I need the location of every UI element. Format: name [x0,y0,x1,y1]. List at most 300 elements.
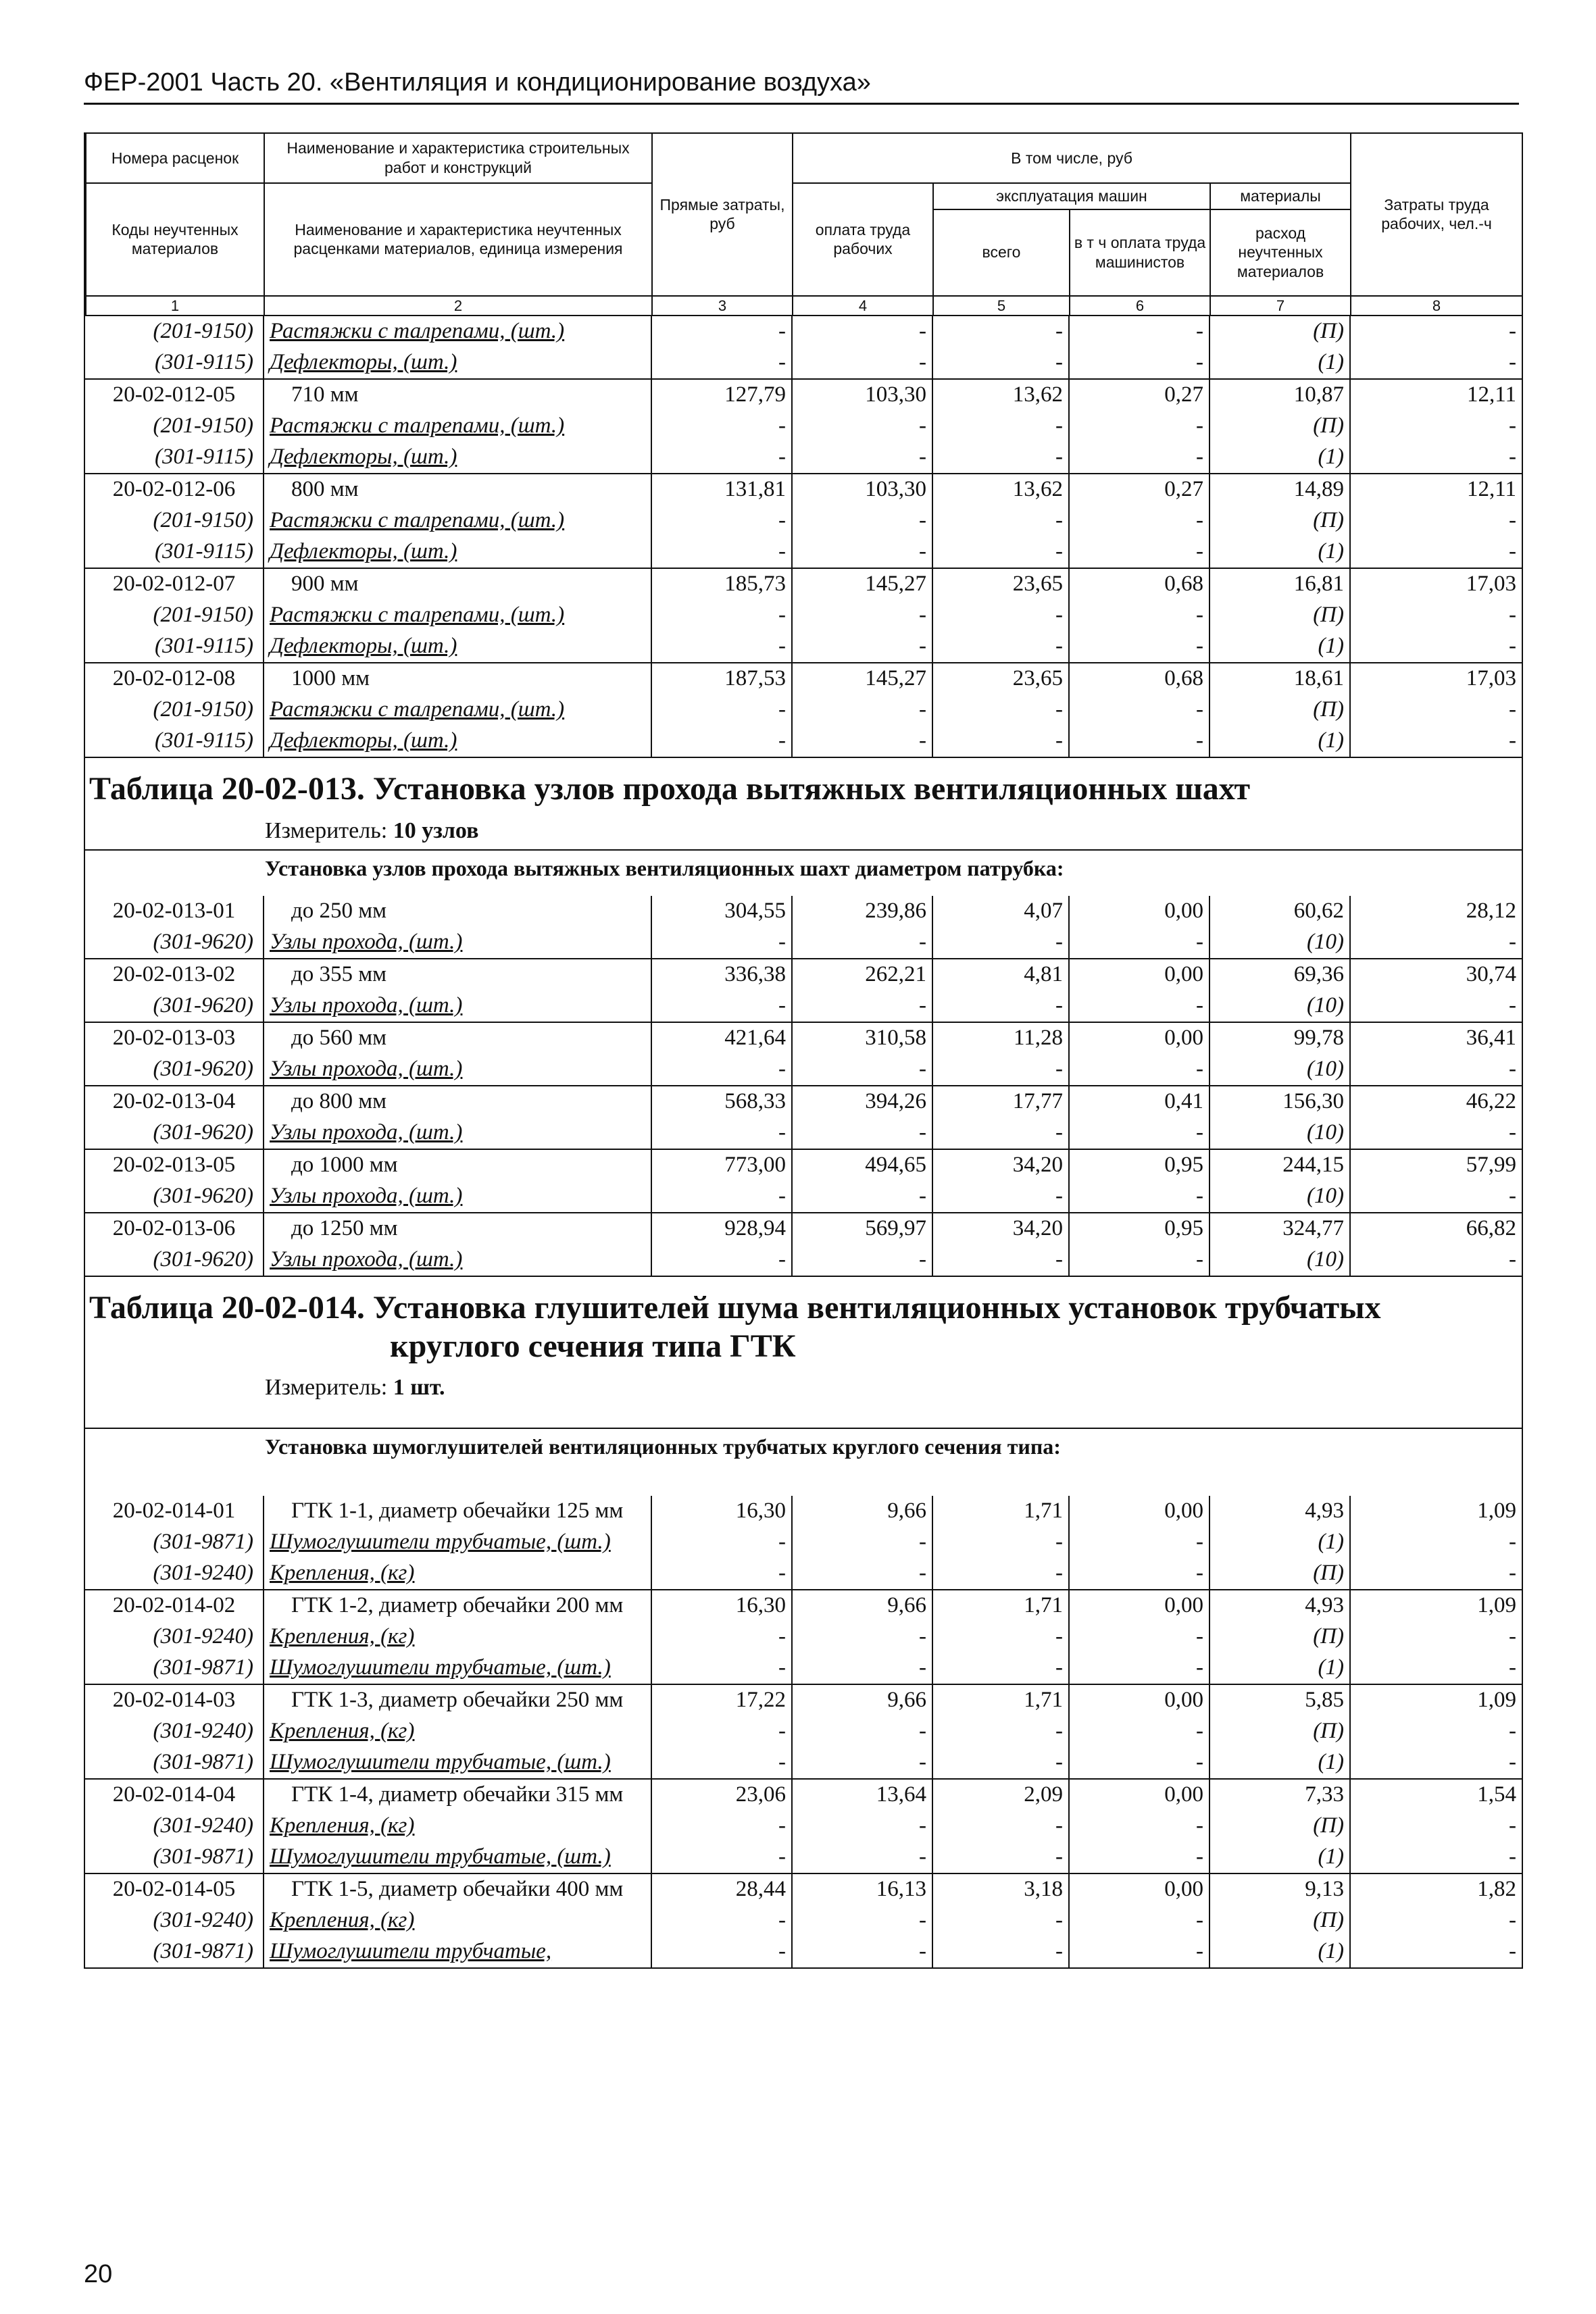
cell-labor-hours: - [1350,1054,1522,1086]
cell-machinist-pay: - [1069,1117,1210,1149]
cell-name: ГТК 1-4, диаметр обечайки 315 мм [264,1779,651,1811]
table-row [85,896,1522,927]
measure-label: Измеритель: [265,1375,388,1401]
cell-labor-hours: 1,82 [1350,1873,1522,1905]
cell-machine-cost: - [932,411,1069,442]
cell-labor-pay: - [792,631,932,663]
cell-labor-pay: 494,65 [792,1149,932,1181]
cell-name: Растяжки с талрепами, (шт.) [264,505,651,536]
table-row [85,1213,1522,1244]
cell-materials: 99,78 [1210,1022,1350,1054]
cell-direct-cost: 127,79 [651,379,792,411]
cell-direct-cost: - [651,990,792,1022]
column-number: 2 [264,296,652,316]
cell-materials: (П) [1210,1558,1350,1590]
cell-code: 20-02-012-08 [85,663,264,695]
cell-labor-hours: - [1350,1905,1522,1936]
cell-code: 20-02-013-04 [85,1086,264,1117]
cell-labor-hours: 1,09 [1350,1590,1522,1621]
cell-machinist-pay: 0,95 [1069,1213,1210,1244]
cell-labor-pay: - [792,1842,932,1873]
cell-machinist-pay: - [1069,442,1210,474]
header-vtch: в т ч оплата труда машинистов [1070,209,1210,296]
cell-materials: (П) [1210,411,1350,442]
cell-labor-hours: 66,82 [1350,1213,1522,1244]
table-row [85,1873,1522,1905]
cell-labor-pay: 103,30 [792,379,932,411]
cell-direct-cost: 568,33 [651,1086,792,1117]
cell-labor-pay: - [792,1811,932,1842]
measure-value: 1 шт. [393,1375,445,1401]
cell-machine-cost: 13,62 [932,474,1069,505]
table-row [85,1181,1522,1213]
cell-materials: 18,61 [1210,663,1350,695]
cell-machine-cost: 4,81 [932,959,1069,990]
cell-code: 20-02-014-03 [85,1684,264,1716]
cell-name: Крепления, (кг) [264,1716,651,1747]
cell-labor-pay: - [792,536,932,568]
cell-machinist-pay: - [1069,316,1210,347]
cell-materials: 60,62 [1210,896,1350,927]
table-row [85,726,1522,757]
cell-name: 1000 мм [264,663,651,695]
table-row [85,1054,1522,1086]
cell-name: Узлы прохода, (шт.) [264,927,651,959]
cell-name: Дефлекторы, (шт.) [264,536,651,568]
cell-direct-cost: - [651,1054,792,1086]
cell-machinist-pay: 0,27 [1069,379,1210,411]
cell-labor-hours: - [1350,1181,1522,1213]
cell-labor-hours: 17,03 [1350,663,1522,695]
cell-direct-cost: - [651,1117,792,1149]
cell-machinist-pay: - [1069,1054,1210,1086]
cell-direct-cost: 928,94 [651,1213,792,1244]
cell-labor-pay: - [792,1054,932,1086]
table-row [85,990,1522,1022]
cell-labor-pay: - [792,1181,932,1213]
cell-machinist-pay: 0,68 [1069,663,1210,695]
cell-direct-cost: - [651,411,792,442]
cell-labor-pay: 145,27 [792,663,932,695]
cell-labor-pay: 16,13 [792,1873,932,1905]
cell-labor-hours: - [1350,631,1522,663]
cell-machine-cost: 11,28 [932,1022,1069,1054]
cell-labor-pay: 310,58 [792,1022,932,1054]
cell-direct-cost: - [651,1936,792,1967]
cell-materials: 69,36 [1210,959,1350,990]
cell-name: Узлы прохода, (шт.) [264,1244,651,1276]
table-row [85,474,1522,505]
cell-machinist-pay: 0,00 [1069,1684,1210,1716]
cell-name: 710 мм [264,379,651,411]
cell-name: Узлы прохода, (шт.) [264,1181,651,1213]
cell-direct-cost: - [651,347,792,379]
cell-machine-cost: - [932,631,1069,663]
cell-machine-cost: - [932,1558,1069,1590]
cell-materials: (10) [1210,990,1350,1022]
cell-labor-hours: 36,41 [1350,1022,1522,1054]
cell-machine-cost: 1,71 [932,1496,1069,1527]
cell-labor-hours: 1,54 [1350,1779,1522,1811]
cell-code: 20-02-013-02 [85,959,264,990]
cell-labor-hours: 57,99 [1350,1149,1522,1181]
cell-name: до 250 мм [264,896,651,927]
cell-labor-pay: - [792,442,932,474]
table-row [85,1496,1522,1527]
measure-value: 10 узлов [393,818,479,843]
cell-machinist-pay: - [1069,1842,1210,1873]
cell-labor-hours: 46,22 [1350,1086,1522,1117]
cell-machinist-pay: - [1069,1558,1210,1590]
table-row [85,442,1522,474]
cell-labor-pay: - [792,1558,932,1590]
cell-code: (301-9240) [153,1719,253,1744]
cell-labor-pay: 13,64 [792,1779,932,1811]
cell-machinist-pay: - [1069,1747,1210,1779]
table-row [85,1621,1522,1653]
cell-direct-cost: - [651,927,792,959]
cell-name: Растяжки с талрепами, (шт.) [264,695,651,726]
cell-name: Крепления, (кг) [264,1621,651,1653]
cell-labor-hours: - [1350,695,1522,726]
cell-machine-cost: - [932,1653,1069,1684]
cell-materials: 5,85 [1210,1684,1350,1716]
cell-direct-cost: - [651,442,792,474]
cell-labor-pay: - [792,927,932,959]
cell-labor-hours: - [1350,1653,1522,1684]
cell-machinist-pay: - [1069,990,1210,1022]
cell-direct-cost: - [651,1244,792,1276]
cell-code: (301-9620) [153,1183,253,1208]
cell-machinist-pay: - [1069,1716,1210,1747]
table-013-group: Установка узлов прохода вытяжных вентиляционных шахт диаметром патрубка: [85,849,1522,886]
cell-labor-hours: - [1350,726,1522,757]
cell-name: до 355 мм [264,959,651,990]
cell-direct-cost: - [651,1558,792,1590]
table-row [85,316,1522,347]
page-number: 20 [84,2260,113,2288]
cell-materials: (1) [1210,536,1350,568]
column-number: 6 [1070,296,1210,316]
cell-code: (201-9150) [153,508,253,533]
cell-direct-cost: 17,22 [651,1684,792,1716]
cell-machinist-pay: - [1069,600,1210,631]
cell-name: 800 мм [264,474,651,505]
cell-labor-pay: - [792,1621,932,1653]
cell-code: (201-9150) [153,319,253,344]
cell-machine-cost: - [932,1621,1069,1653]
cell-machinist-pay: - [1069,1905,1210,1936]
cell-materials: (10) [1210,1181,1350,1213]
cell-labor-hours: - [1350,1527,1522,1558]
cell-materials: (1) [1210,1653,1350,1684]
cell-machinist-pay: - [1069,505,1210,536]
cell-labor-hours: 1,09 [1350,1496,1522,1527]
cell-name: до 1000 мм [264,1149,651,1181]
cell-name: Дефлекторы, (шт.) [264,631,651,663]
cell-name: 900 мм [264,568,651,600]
cell-machine-cost: - [932,505,1069,536]
cell-direct-cost: - [651,1747,792,1779]
cell-machinist-pay: 0,00 [1069,1590,1210,1621]
cell-materials: 10,87 [1210,379,1350,411]
cell-machine-cost: - [932,1117,1069,1149]
cell-labor-hours: - [1350,1936,1522,1967]
cell-labor-pay: - [792,695,932,726]
cell-materials: (1) [1210,442,1350,474]
cell-direct-cost: - [651,1905,792,1936]
header-naim1: Наименование и характеристика строительных работ и конструкций [264,133,652,183]
cell-machine-cost: - [932,442,1069,474]
header-vsego: всего [933,209,1070,296]
cell-labor-pay: - [792,347,932,379]
cell-labor-hours: - [1350,1621,1522,1653]
cell-labor-hours: - [1350,1117,1522,1149]
table-013-title: Таблица 20-02-013. Установка узлов прохода вытяжных вентиляционных шахт [89,771,1251,807]
cell-direct-cost: 16,30 [651,1590,792,1621]
cell-code: (301-9871) [153,1939,253,1964]
table-row [85,1244,1522,1276]
cell-materials: (1) [1210,1527,1350,1558]
table-row [85,1653,1522,1684]
table-row [85,505,1522,536]
cell-name: Растяжки с талрепами, (шт.) [264,316,651,347]
cell-materials: (1) [1210,631,1350,663]
cell-materials: (П) [1210,1811,1350,1842]
cell-labor-hours: - [1350,600,1522,631]
table-row [85,1905,1522,1936]
cell-machinist-pay: 0,00 [1069,1873,1210,1905]
cell-direct-cost: - [651,600,792,631]
cell-code: (301-9115) [154,539,253,564]
cell-name: Шумоглушители трубчатые, [264,1936,651,1967]
cell-direct-cost: - [651,1842,792,1873]
cell-code: (301-9620) [153,1247,253,1272]
cell-labor-pay: - [792,1117,932,1149]
cell-materials: 4,93 [1210,1590,1350,1621]
cell-direct-cost: - [651,1653,792,1684]
cell-machine-cost: - [932,316,1069,347]
cell-code: 20-02-012-05 [85,379,264,411]
cell-machinist-pay: 0,68 [1069,568,1210,600]
cell-labor-hours: - [1350,1811,1522,1842]
cell-name: до 560 мм [264,1022,651,1054]
cell-materials: (1) [1210,1936,1350,1967]
cell-labor-hours: 12,11 [1350,474,1522,505]
cell-labor-pay: - [792,411,932,442]
cell-machine-cost: - [932,1716,1069,1747]
cell-direct-cost: - [651,1716,792,1747]
cell-machine-cost: - [932,695,1069,726]
cell-name: ГТК 1-3, диаметр обечайки 250 мм [264,1684,651,1716]
cell-materials: 7,33 [1210,1779,1350,1811]
table-row [85,347,1522,379]
cell-machinist-pay: - [1069,1811,1210,1842]
cell-materials: (1) [1210,726,1350,757]
cell-direct-cost: 304,55 [651,896,792,927]
cell-materials: (1) [1210,1842,1350,1873]
cell-machine-cost: - [932,927,1069,959]
table-row [85,1747,1522,1779]
cell-name: Шумоглушители трубчатые, (шт.) [264,1527,651,1558]
cell-labor-pay: - [792,1244,932,1276]
cell-machinist-pay: - [1069,927,1210,959]
cell-labor-pay: - [792,316,932,347]
cell-machinist-pay: 0,00 [1069,1496,1210,1527]
cell-materials: (П) [1210,1716,1350,1747]
cell-machine-cost: 13,62 [932,379,1069,411]
cell-direct-cost: - [651,1527,792,1558]
cell-machinist-pay: - [1069,1527,1210,1558]
cell-machine-cost: 34,20 [932,1213,1069,1244]
cell-labor-pay: 569,97 [792,1213,932,1244]
cell-code: (201-9150) [153,603,253,628]
cell-labor-pay: 9,66 [792,1684,932,1716]
header-naim2: Наименование и характеристика неучтенных расценками материалов, единица измерения [264,183,652,296]
cell-code: 20-02-013-03 [85,1022,264,1054]
cell-name: Растяжки с талрепами, (шт.) [264,411,651,442]
cell-code: 20-02-014-04 [85,1779,264,1811]
cell-direct-cost: - [651,631,792,663]
cell-code: 20-02-013-01 [112,898,236,923]
cell-machine-cost: 3,18 [932,1873,1069,1905]
table-row [85,695,1522,726]
cell-labor-pay: - [792,1716,932,1747]
cell-machine-cost: - [932,1181,1069,1213]
table-row [85,379,1522,411]
running-head: ФЕР-2001 Часть 20. «Вентиляция и кондиционирование воздуха» [84,68,1519,105]
cell-code: (301-9620) [153,929,253,954]
cell-code: 20-02-014-05 [85,1873,264,1905]
cell-machine-cost: - [932,347,1069,379]
table-row [85,536,1522,568]
cell-machine-cost: - [932,1936,1069,1967]
table-row [85,1117,1522,1149]
cell-direct-cost: 23,06 [651,1779,792,1811]
cell-materials: 16,81 [1210,568,1350,600]
cell-machinist-pay: 0,00 [1069,959,1210,990]
cell-materials: (10) [1210,1117,1350,1149]
table-row [85,1527,1522,1558]
cell-machine-cost: - [932,1811,1069,1842]
table-row [85,1779,1522,1811]
cell-name: ГТК 1-5, диаметр обечайки 400 мм [264,1873,651,1905]
measure-label: Измеритель: [265,818,388,843]
cell-labor-pay: 145,27 [792,568,932,600]
table-row [85,1716,1522,1747]
cell-labor-pay: 9,66 [792,1496,932,1527]
table-row [85,1842,1522,1873]
table-row [85,1149,1522,1181]
cell-labor-hours: - [1350,442,1522,474]
cell-labor-hours: - [1350,990,1522,1022]
cell-name: Узлы прохода, (шт.) [264,990,651,1022]
cell-code: 20-02-013-06 [85,1213,264,1244]
cell-name: Шумоглушители трубчатые, (шт.) [264,1842,651,1873]
cell-machine-cost: 34,20 [932,1149,1069,1181]
cell-name: ГТК 1-2, диаметр обечайки 200 мм [264,1590,651,1621]
cell-name: до 1250 мм [264,1213,651,1244]
cell-machine-cost: 2,09 [932,1779,1069,1811]
table-row [85,411,1522,442]
table-row [85,663,1522,695]
cell-direct-cost: 185,73 [651,568,792,600]
cell-materials: (10) [1210,1054,1350,1086]
table-014-title [85,1289,1522,1365]
cell-labor-hours: - [1350,347,1522,379]
cell-name: Узлы прохода, (шт.) [264,1117,651,1149]
cell-machinist-pay: 0,00 [1069,896,1210,927]
cell-machine-cost: 23,65 [932,568,1069,600]
cell-labor-pay: - [792,726,932,757]
cell-materials: (10) [1210,927,1350,959]
cell-direct-cost: 187,53 [651,663,792,695]
cell-code: (201-9150) [153,697,253,722]
table-014-group: Установка шумоглушителей вентиляционных трубчатых круглого сечения типа: [85,1428,1522,1486]
column-number: 8 [1351,296,1522,316]
table-row [85,1086,1522,1117]
table-013-section [85,757,1522,896]
price-sheet [84,132,1523,1969]
cell-machine-cost: 1,71 [932,1684,1069,1716]
table-014-section [85,1276,1522,1496]
cell-direct-cost: - [651,726,792,757]
header-ekspl: эксплуатация машин [933,183,1210,209]
cell-direct-cost: 28,44 [651,1873,792,1905]
cell-name: до 800 мм [264,1086,651,1117]
column-header [85,132,1523,316]
cell-machinist-pay: - [1069,1621,1210,1653]
column-number: 5 [933,296,1070,316]
cell-materials: (П) [1210,505,1350,536]
cell-direct-cost: - [651,1181,792,1213]
cell-labor-hours: - [1350,1716,1522,1747]
cell-labor-hours: - [1350,411,1522,442]
cell-direct-cost: 131,81 [651,474,792,505]
cell-direct-cost: - [651,1621,792,1653]
cell-labor-pay: - [792,505,932,536]
cell-labor-hours: 1,09 [1350,1684,1522,1716]
cell-materials: 4,93 [1210,1496,1350,1527]
cell-machine-cost: 1,71 [932,1590,1069,1621]
cell-labor-hours: - [1350,316,1522,347]
cell-machinist-pay: - [1069,411,1210,442]
column-number: 1 [86,296,264,316]
cell-machinist-pay: - [1069,1653,1210,1684]
header-zatraty: Затраты труда рабочих, чел.-ч [1351,133,1522,296]
cell-labor-hours: - [1350,505,1522,536]
column-number: 3 [652,296,793,316]
cell-labor-hours: - [1350,927,1522,959]
cell-materials: 14,89 [1210,474,1350,505]
cell-code: (301-9115) [154,445,253,470]
cell-machinist-pay: - [1069,726,1210,757]
cell-machine-cost: 17,77 [932,1086,1069,1117]
table-014 [85,1496,1522,1967]
cell-materials: (1) [1210,1747,1350,1779]
cell-materials: (П) [1210,316,1350,347]
table-row [85,1811,1522,1842]
cell-labor-hours: 12,11 [1350,379,1522,411]
cell-machinist-pay: 0,41 [1069,1086,1210,1117]
cell-materials: 324,77 [1210,1213,1350,1244]
cell-machinist-pay: 0,00 [1069,1779,1210,1811]
cell-materials: 9,13 [1210,1873,1350,1905]
cell-code: (301-9240) [153,1908,253,1933]
cell-labor-hours: - [1350,536,1522,568]
cell-machine-cost: - [932,1747,1069,1779]
cell-code: (301-9240) [153,1561,253,1586]
